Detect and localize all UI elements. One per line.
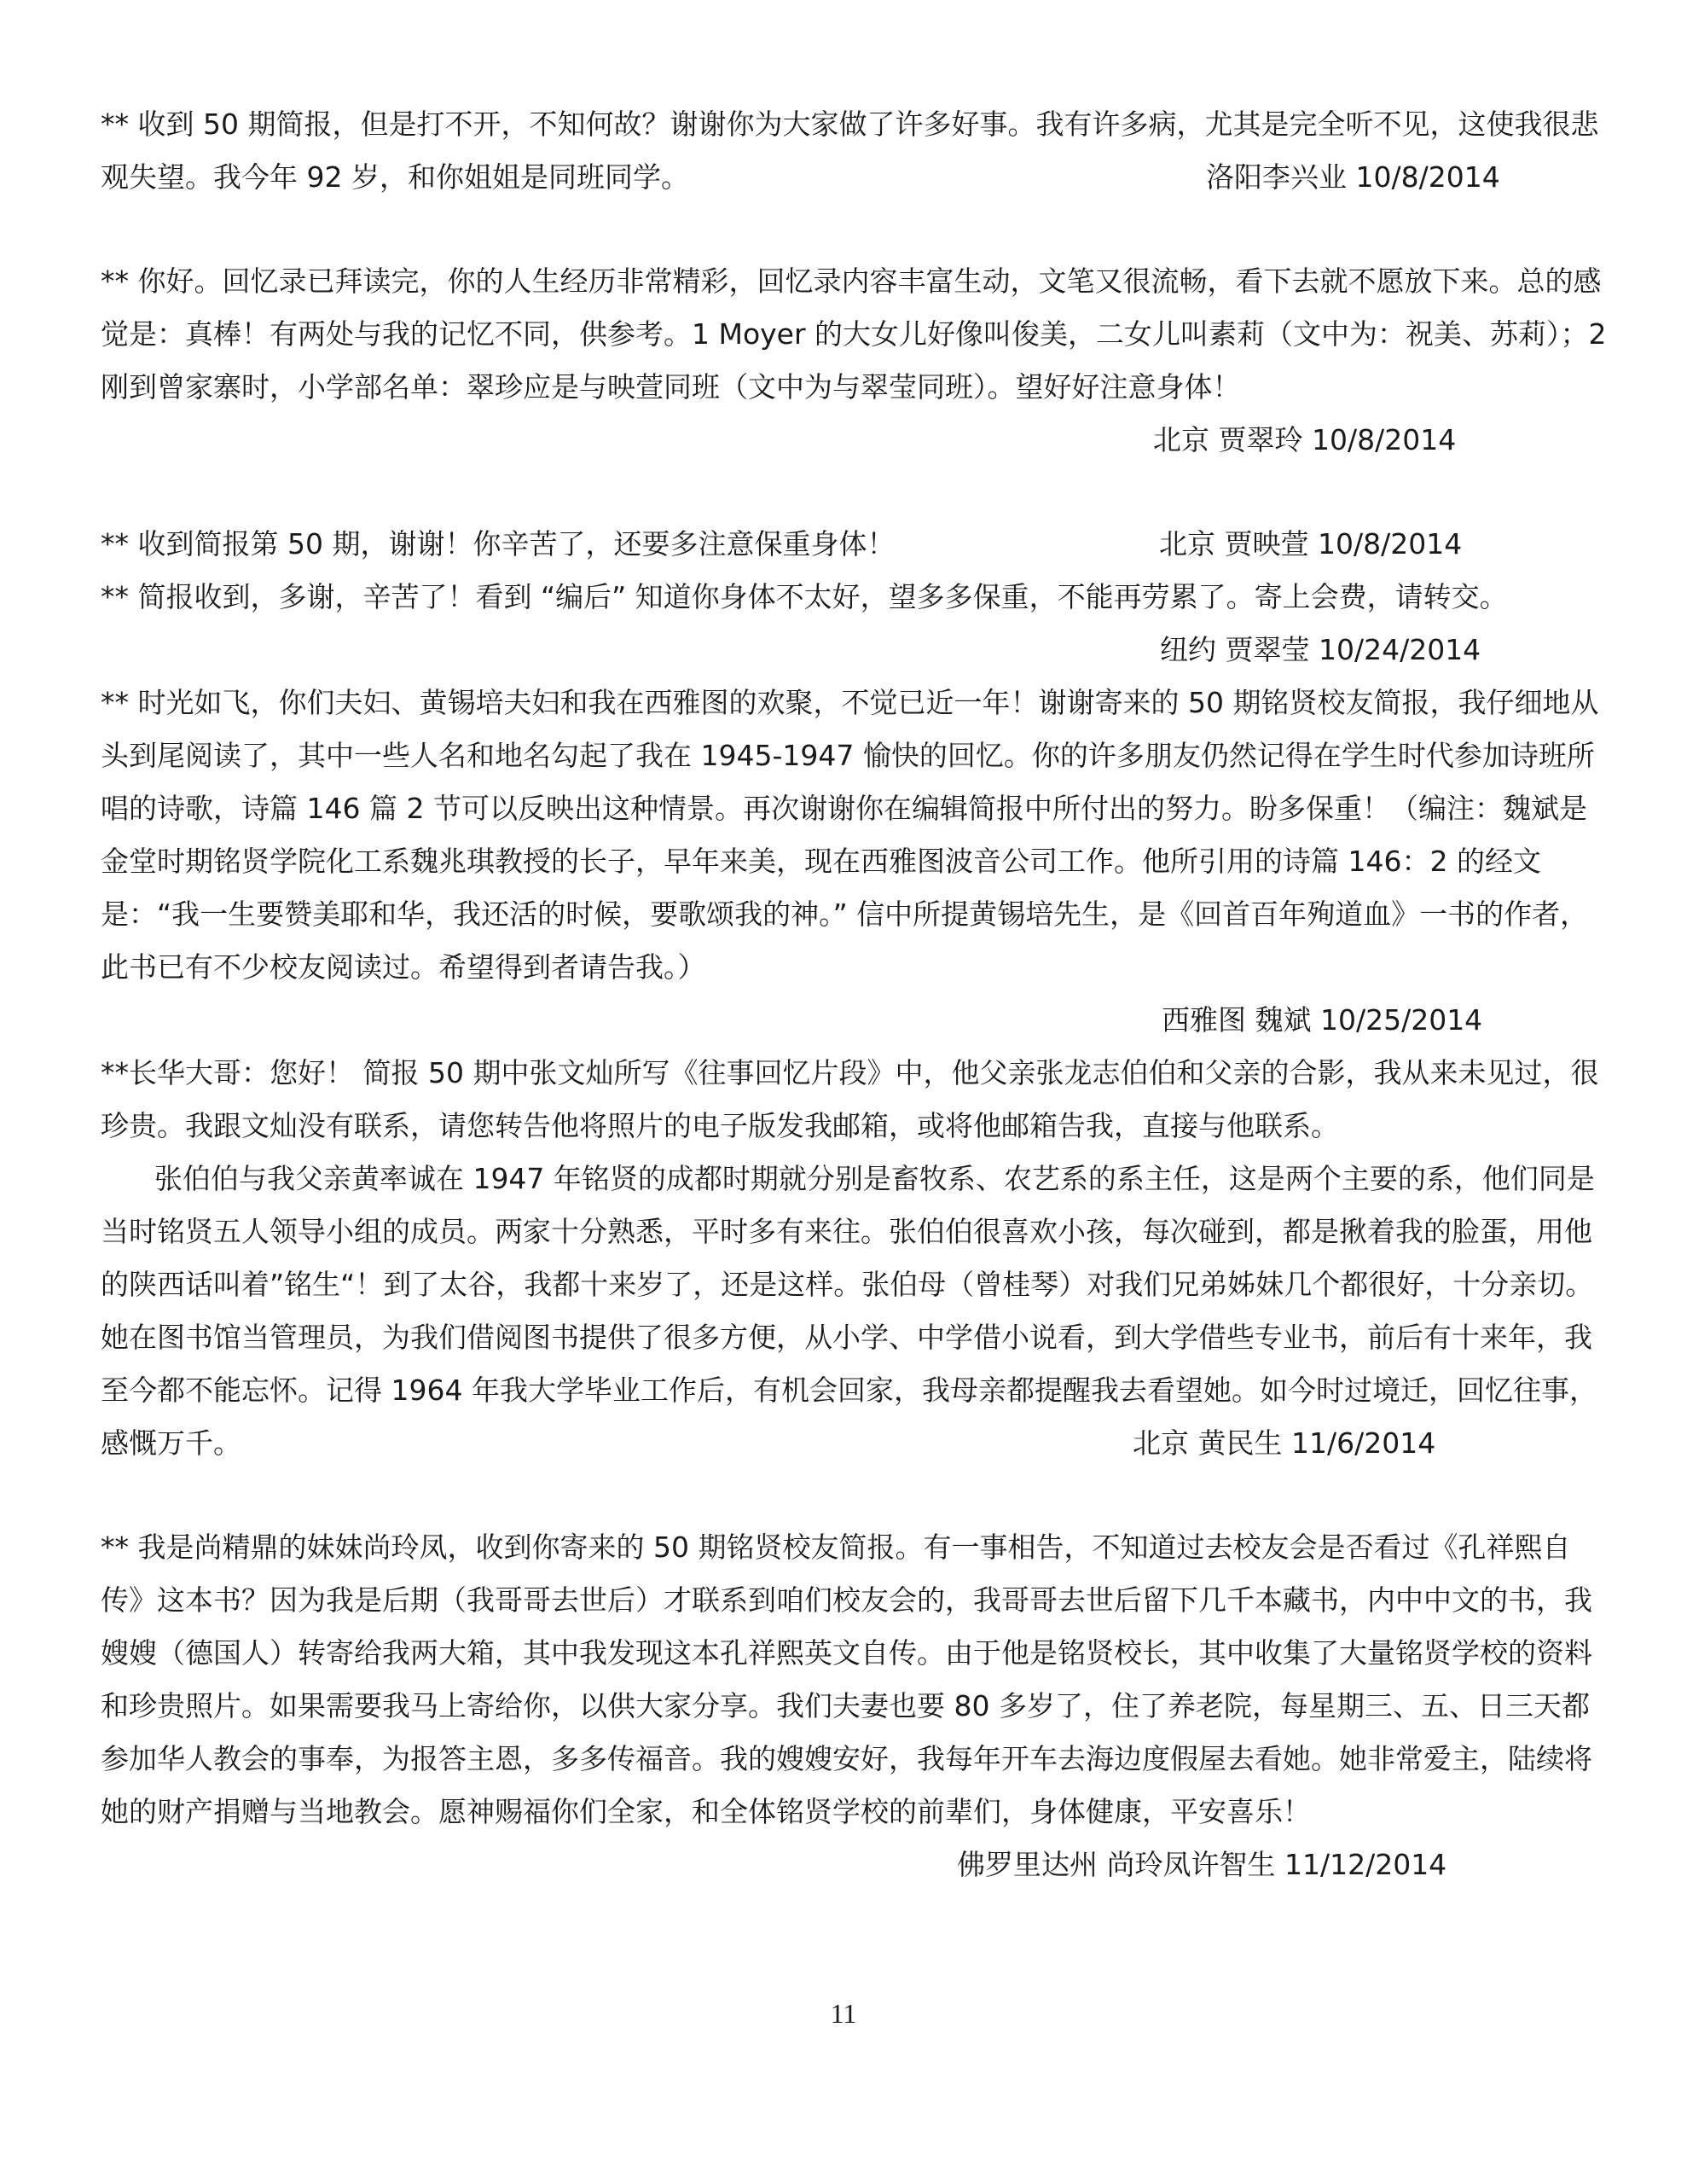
letter-signature: 纽约 贾翠莹 10/24/2014 [1160, 633, 1481, 666]
page-number: 11 [830, 1998, 857, 2029]
letter-signature: 北京 贾翠玲 10/8/2014 [1153, 423, 1457, 456]
letter-text: ** 你好。回忆录已拜读完，你的人生经历非常精彩，回忆录内容丰富生动，文笔又很流畅，看下去就不愿放下来。总的感觉是：真棒！有两处与我的记忆不同，供参考。1 Moyer 的大女儿好像叫俊美，二女儿叫素莉（文中为：祝美、苏莉）；2 刚到曾家寨时，小学部名单：翠珍应是与映萱同班（文中为与翠莹同班）。望好好注意身体！ [101, 264, 1616, 404]
letter-signature: 北京 贾映萱 10/8/2014 [1159, 527, 1463, 561]
letter-signature: 西雅图 魏斌 10/25/2014 [1162, 1003, 1483, 1037]
letter-text: **长华大哥：您好！ 简报 50 期中张文灿所写《往事回忆片段》中，他父亲张龙志伯伯和父亲的合影，我从来未见过，很珍贵。我跟文灿没有联系，请您转告他将照片的电子版发我邮箱，或将他邮箱告我，直接与他联系。 张伯伯与我父亲黄率诚在 1947 年铭贤的成都时期就分别是畜牧系、农艺系的系主任，这是两个主要的系，他们同是当时铭贤五人领导小组的成员。两家十分熟悉，平时多有来往。张伯伯很喜欢小孩，每次碰到，都是揪着我的脸蛋，用他的陕西话叫着”铭生“！到了太谷，我都十来岁了，还是这样。张伯母（曾桂琴）对我们兄弟姊妹几个都很好，十分亲切。她在图书馆当管理员，为我们借阅图书提供了很多方便，从小学、中学借小说看，到大学借些专业书，前后有十来年，我至今都不能忘怀。记得 1964 年我大学毕业工作后，有机会回家，我母亲都提醒我去看望她。如今时过境迁，回忆往事，感慨万千。 [101, 1056, 1599, 1460]
letter-text: ** 简报收到，多谢，辛苦了！看到 “编后” 知道你身体不太好，望多多保重，不能再劳累了。寄上会费，请转交。 [101, 580, 1508, 613]
letter-text: ** 我是尚精鼎的妹妹尚玲凤，收到你寄来的 50 期铭贤校友简报。有一事相告，不知道过去校友会是否看过《孔祥熙自传》这本书？因为我是后期（我哥哥去世后）才联系到咱们校友会的，我哥哥去世后留下几千本藏书，内中中文的书，我嫂嫂（德国人）转寄给我两大箱，其中我发现这本孔祥熙英文自传。由于他是铭贤校长，其中收集了大量铭贤学校的资料和珍贵照片。如果需要我马上寄给你，以供大家分享。我们夫妻也要 80 多岁了，住了养老院，每星期三、五、日三天都参加华人教会的事奉，为报答主恩，多多传福音。我的嫂嫂安好，我每年开车去海边度假屋去看她。她非常爱主，陆续将她的财产捐赠与当地教会。愿神赐福你们全家，和全体铭贤学校的前辈们，身体健康，平安喜乐！ [101, 1531, 1592, 1828]
letter-signature: 佛罗里达州 尚玲凤许智生 11/12/2014 [957, 1848, 1447, 1881]
letter-signature: 洛阳李兴业 10/8/2014 [1206, 160, 1500, 194]
letter-text: ** 时光如飞，你们夫妇、黄锡培夫妇和我在西雅图的欢聚，不觉已近一年！谢谢寄来的 50 期铭贤校友简报，我仔细地从头到尾阅读了，其中一些人名和地名勾起了我在 1945-1947 愉快的回忆。你的许多朋友仍然记得在学生时代参加诗班所唱的诗歌，诗篇 146 篇 2 节可以反映出这种情景。再次谢谢你在编辑简报中所付出的努力。盼多保重！（编注：魏斌是金堂时期铭贤学院化工系魏兆琪教授的长子，早年来美，现在西雅图波音公司工作。他所引用的诗篇 146：2 的经文是：“我一生要赞美耶和华，我还活的时候，要歌颂我的神。” 信中所提黄锡培先生，是《回首百年殉道血》一书的作者，此书已有不少校友阅读过。希望得到者请告我。） [101, 686, 1599, 984]
letter-signature: 北京 黄民生 11/6/2014 [1133, 1426, 1436, 1460]
letter-text: ** 收到简报第 50 期，谢谢！你辛苦了，还要多注意保重身体！ [101, 527, 896, 561]
letter-text: ** 收到 50 期简报，但是打不开，不知何故？谢谢你为大家做了许多好事。我有许多病，尤其是完全听不见，这使我很悲观失望。我今年 92 岁，和你姐姐是同班同学。 [101, 107, 1599, 194]
